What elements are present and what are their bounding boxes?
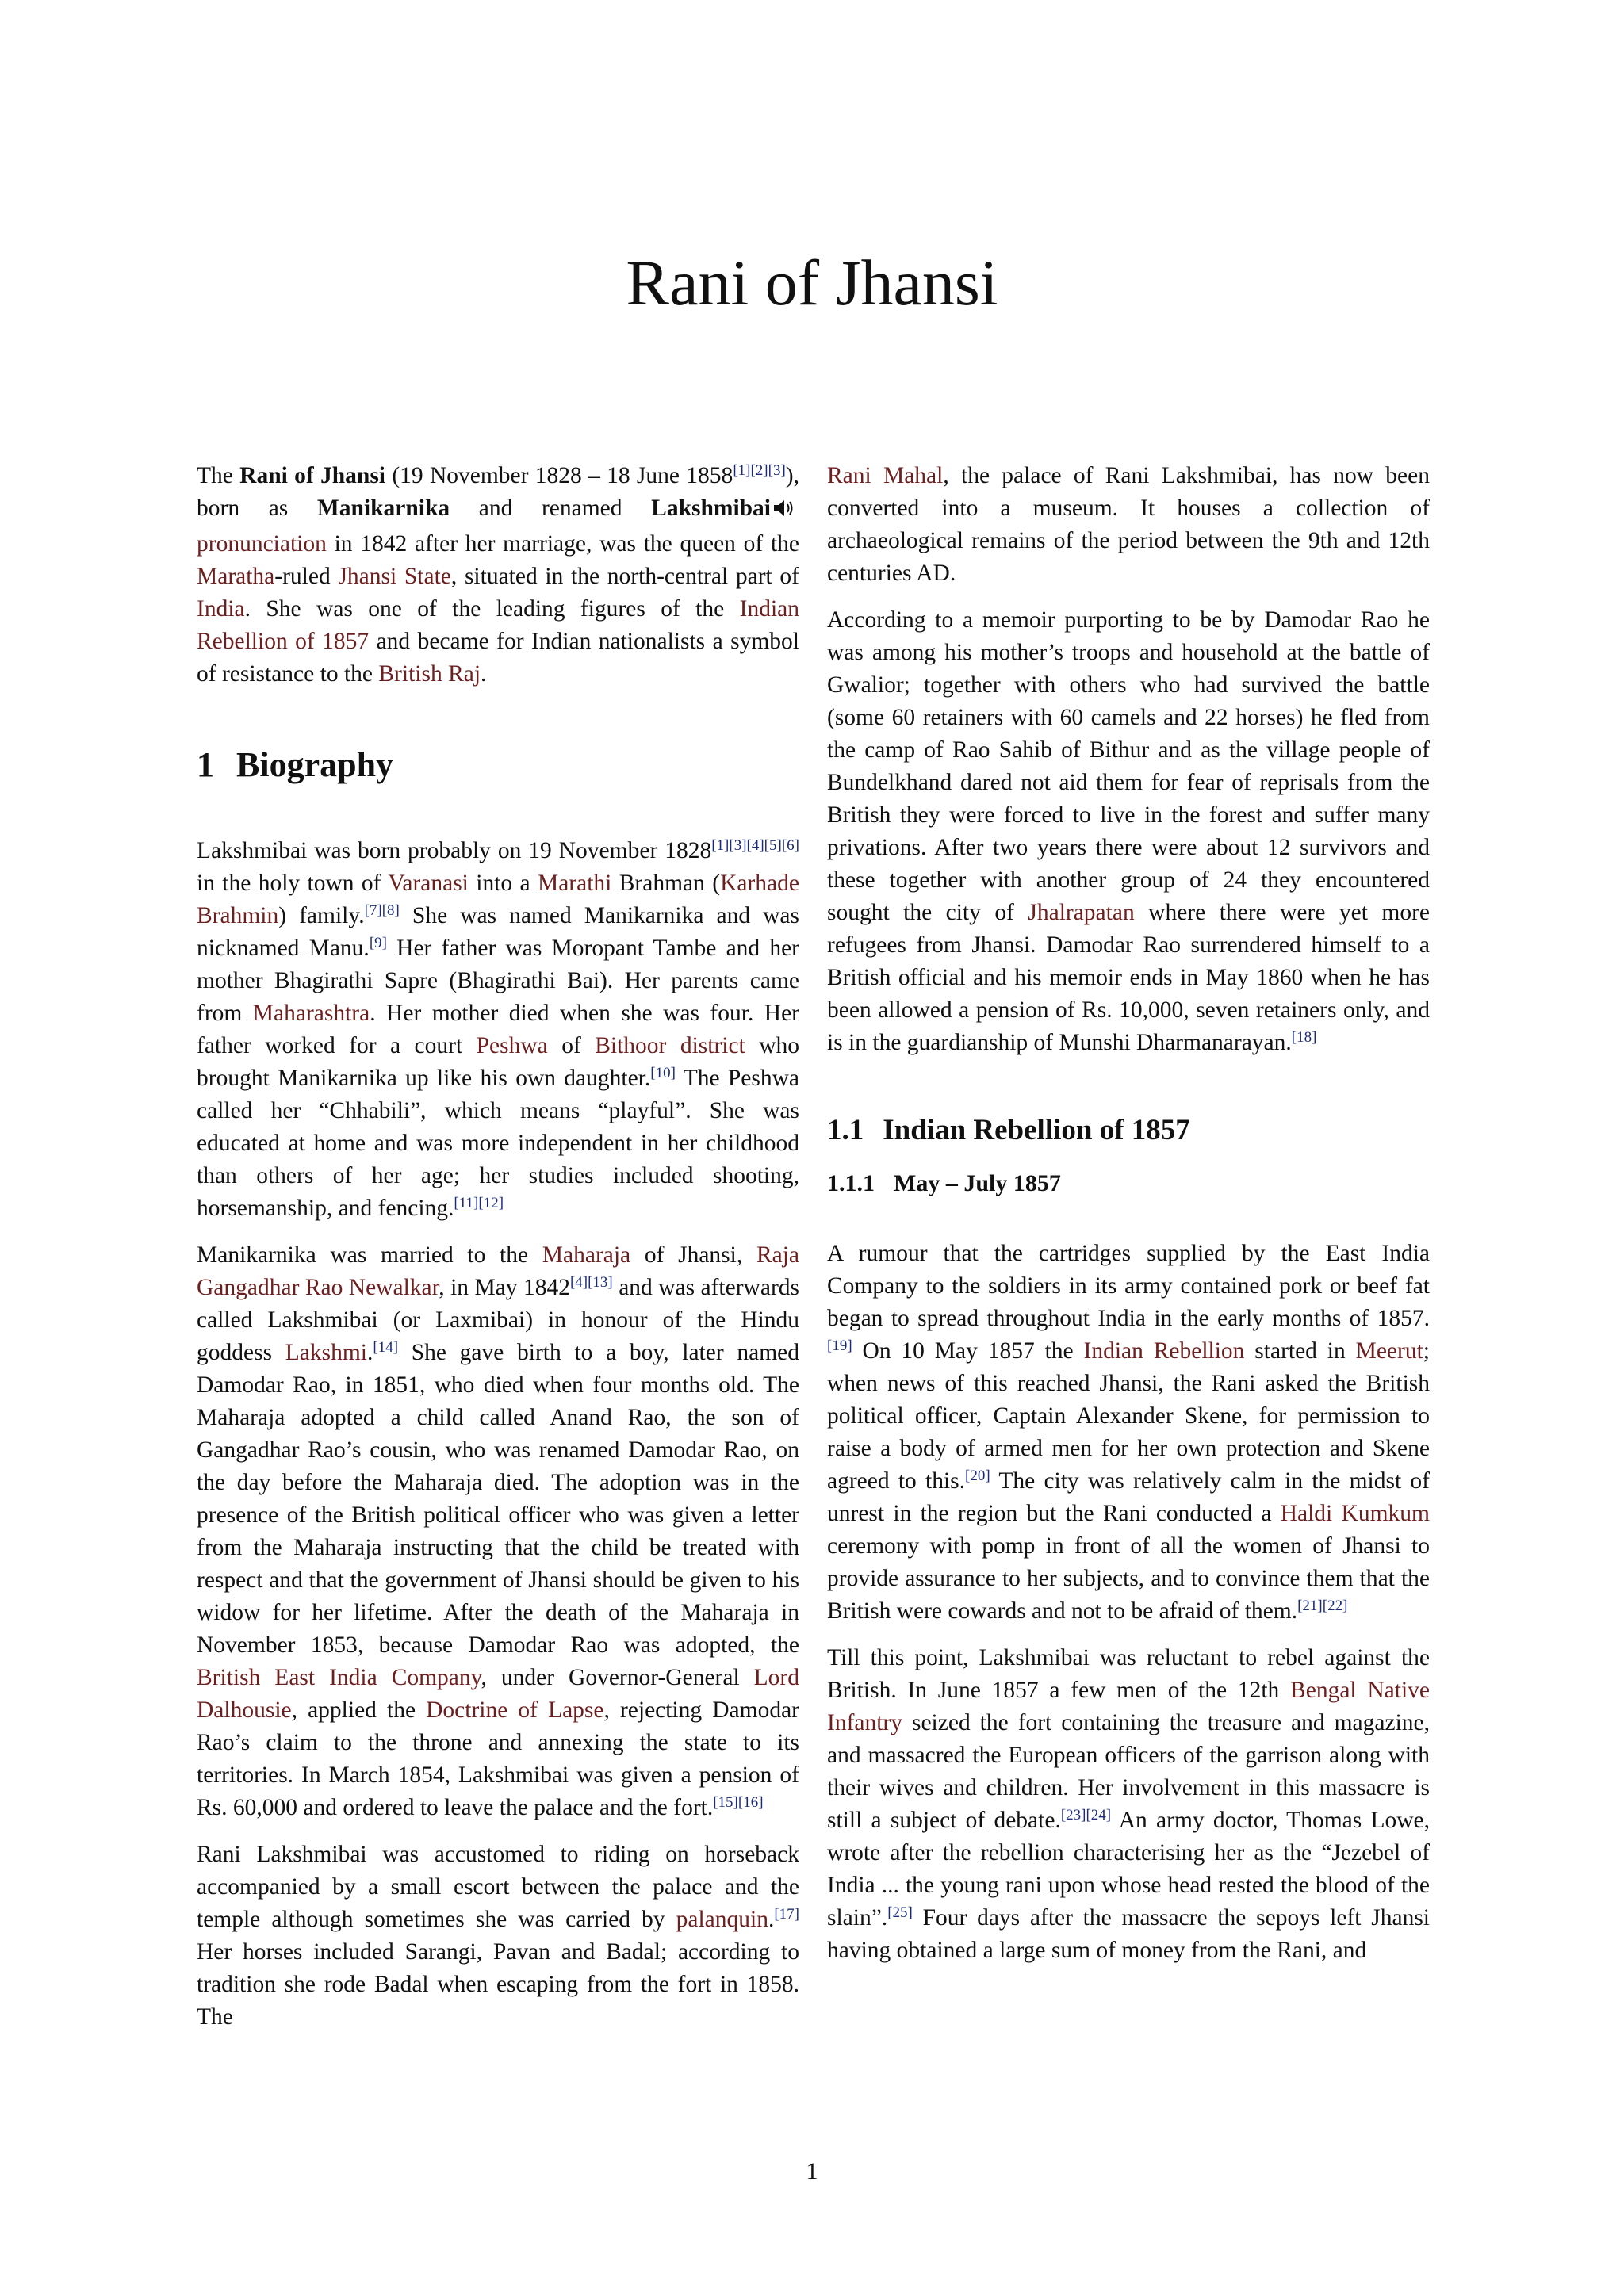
doctrine-of-lapse-link[interactable]: Doctrine of Lapse <box>426 1697 604 1724</box>
bengal-native-infantry-link[interactable]: Bengal Native Infantry <box>827 1677 1430 1735</box>
citation-link[interactable]: [14] <box>373 1339 399 1357</box>
indian-rebellion-1857-link[interactable]: Indian Rebellion of 1857 <box>197 596 799 654</box>
varanasi-link[interactable]: Varanasi <box>388 871 469 897</box>
citation-link[interactable]: [19] <box>827 1337 852 1354</box>
biography-paragraph-3: Rani Lakshmibai was accustomed to riding on horseback accompanied by a small escort between the palace and the temple although sometimes she was carried by palanquin.[17] Her horses included Sarangi, Pavan and Badal; according to tradition she rode Badal when escaping from the fort in 1858. The <box>197 1842 799 2030</box>
biography-paragraph-4: According to a memoir purporting to be by Damodar Rao he was among his mother’s troops and household at the battle of Gwalior; together with others who had survived the battle (some 60 retainers with 60 camels and 22 horses) he fled from the camp of Rao Sahib of Bithur and as the village people of Bundelkhand dared not aid them for fear of reprisals from the British they were forced to live in the forest and suffer many privations. After two years there were about 12 survivors and these together with another group of 24 they encountered sought the city of Jhalrapatan where there were yet more refugees from Jhansi. Damodar Rao surrendered himself to a British official and his memoir ends in May 1860 when he has been allowed a pension of Rs. 10,000, seven retainers only, and is in the guardianship of Munshi Dharmanarayan.[18] <box>827 607 1430 1055</box>
raja-gangadhar-rao-link[interactable]: Raja Gangadhar Rao Newalkar <box>197 1242 799 1301</box>
karhade-brahmin-link[interactable]: Karhade Brahmin <box>197 871 799 929</box>
british-east-india-company-link[interactable]: British East India Company <box>197 1665 481 1691</box>
citation-link[interactable]: [25] <box>887 1904 913 1921</box>
rani-mahal-link[interactable]: Rani Mahal <box>827 463 944 488</box>
citation-link[interactable]: [1][3][4][5][6] <box>711 837 799 855</box>
intro-paragraph: The Rani of Jhansi (19 November 1828 – 18 June 1858[1][2][3]), born as Manikarnika and renamed Lakshmibaipronunciation in 1842 after her marriage, was the queen of the Maratha-ruled Jhansi State, situated in the north-central part of India. She was one of the leading figures of the Indian Rebellion of 1857 and became for Indian nationalists a symbol of resistance to the British Raj. <box>197 462 799 687</box>
bold-term: Rani of Jhansi <box>239 463 386 488</box>
bithoor-district-link[interactable]: Bithoor district <box>595 1033 745 1059</box>
left-column <box>197 460 799 2034</box>
citation-link[interactable]: [20] <box>965 1467 990 1484</box>
citation-link[interactable]: [10] <box>650 1065 676 1082</box>
rebellion-paragraph-1: A rumour that the cartridges supplied by the East India Company to the soldiers in its army contained pork or beef fat began to spread throughout India in the early months of 1857.[19] On 10 May 1857 the Indian Rebellion started in Meerut; when news of this reached Jhansi, the Rani asked the British political officer, Captain Alexander Skene, for permission to raise a body of armed men for her own protection and Skene agreed to this.[20] The city was relatively calm in the midst of unrest in the region but the Rani conducted a Haldi Kumkum ceremony with pomp in front of all the women of Jhansi to provide assurance to her subjects, and to convince them that the British were cowards and not to be afraid of them.[21][22] <box>827 1240 1430 1624</box>
marathi-link[interactable]: Marathi <box>537 871 612 897</box>
citation-link[interactable]: [17] <box>774 1906 799 1923</box>
palanquin-link[interactable]: palanquin <box>676 1907 768 1933</box>
pronunciation-link[interactable]: pronunciation <box>197 531 327 557</box>
haldi-kumkum-link[interactable]: Haldi Kumkum <box>1280 1500 1430 1526</box>
rebellion-paragraph-2: Till this point, Lakshmibai was reluctant to rebel against the British. In June 1857 a few men of the 12th Bengal Native Infantry seized the fort containing the treasure and magazine, and massacred the European officers of the garrison along with their wives and children. Her involvement in this massacre is still a subject of debate.[23][24] An army doctor, Thomas Lowe, wrote after the rebellion characterising her as the “Jezebel of India ... the young rani upon whose head rested the blood of the slain”.[25] Four days after the massacre the sepoys left Jhansi having obtained a large sum of money from the Rani, and <box>827 1644 1431 1963</box>
biography-paragraph-1: Lakshmibai was born probably on 19 November 1828[1][3][4][5][6] in the holy town of Varanasi into a Marathi Brahman (Karhade Brahmin) family.[7][8] She was named Manikarnika and was nicknamed Manu.[9] Her father was Moropant Tambe and her mother Bhagirathi Sapre (Bhagirathi Bai). Her parents came from Maharashtra. Her mother died when she was four. Her father worked for a court Peshwa of Bithoor district who brought Manikarnika up like his own daughter.[10] The Peshwa called her “Chhabili”, which means “playful”. She was educated at home and was more independent in her childhood than others of her age; her studies included shooting, horsemanship, and fencing.[11][12] <box>197 837 800 1222</box>
jhalrapatan-link[interactable]: Jhalrapatan <box>1028 900 1135 925</box>
bold-term: Lakshmibai <box>651 496 771 521</box>
citation-link[interactable]: [21][22] <box>1297 1597 1348 1614</box>
biography-paragraph-2: Manikarnika was married to the Maharaja of Jhansi, Raja Gangadhar Rao Newalkar, in May 1842[4][13] and was afterwards called Lakshmibai (or Laxmibai) in honour of the Hindu goddess Lakshmi.[14] She gave birth to a boy, later named Damodar Rao, in 1851, who died when four months old. The Maharaja adopted a child called Anand Rao, the son of Gangadhar Rao’s cousin, who was renamed Damodar Rao, on the day before the Maharaja died. The adoption was in the presence of the British political officer who was given a letter from the Maharaja instructing that the child be treated with respect and that the government of Jhansi should be given to his widow for her lifetime. After the death of the Maharaja in November 1853, because Damodar Rao was adopted, the British East India Company, under Governor-General Lord Dalhousie, applied the Doctrine of Lapse, rejecting Damodar Rao’s claim to the throne and annexing the state to its territories. In March 1854, Lakshmibai was given a pension of Rs. 60,000 and ordered to leave the palace and the fort.[15][16] <box>197 1242 800 1821</box>
maratha-link[interactable]: Maratha <box>197 564 275 589</box>
page-title: Rani of Jhansi <box>626 247 998 319</box>
biography-paragraph-3-continued: Rani Mahal, the palace of Rani Lakshmibai, has now been converted into a museum. It houses a collection of archaeological remains of the period between the 9th and 12th centuries AD. <box>827 463 1430 586</box>
speaker-icon[interactable] <box>772 496 796 528</box>
india-link[interactable]: India <box>197 596 245 622</box>
british-raj-link[interactable]: British Raj <box>378 661 481 687</box>
subsection-heading-indian-rebellion: 1.1 Indian Rebellion of 1857 <box>827 1114 1190 1146</box>
jhansi-state-link[interactable]: Jhansi State <box>338 564 451 589</box>
maharaja-link[interactable]: Maharaja <box>542 1242 631 1269</box>
indian-rebellion-link[interactable]: Indian Rebellion <box>1083 1337 1245 1364</box>
citation-link[interactable]: [23][24] <box>1060 1806 1112 1823</box>
lakshmi-link[interactable]: Lakshmi <box>285 1340 367 1366</box>
subsubsection-heading-may-july-1857: 1.1.1 May – July 1857 <box>827 1169 1061 1196</box>
citation-link[interactable]: [4][13] <box>569 1274 613 1292</box>
page-number: 1 <box>806 2158 818 2184</box>
maharashtra-link[interactable]: Maharashtra <box>252 1001 370 1027</box>
lord-dalhousie-link[interactable]: Lord Dalhousie <box>197 1665 799 1724</box>
right-column <box>827 460 1430 1981</box>
citation-link[interactable]: [11][12] <box>454 1195 504 1212</box>
citation-link[interactable]: [18] <box>1291 1029 1317 1046</box>
citation-link[interactable]: [7][8] <box>364 902 400 920</box>
section-heading-biography: 1 Biography <box>197 745 394 784</box>
citation-link[interactable]: [1][2][3] <box>733 462 786 479</box>
citation-link[interactable]: [9] <box>369 935 387 952</box>
citation-link[interactable]: [15][16] <box>713 1794 764 1812</box>
peshwa-link[interactable]: Peshwa <box>476 1033 548 1059</box>
bold-term: Manikarnika <box>316 496 450 521</box>
meerut-link[interactable]: Meerut <box>1355 1337 1423 1364</box>
